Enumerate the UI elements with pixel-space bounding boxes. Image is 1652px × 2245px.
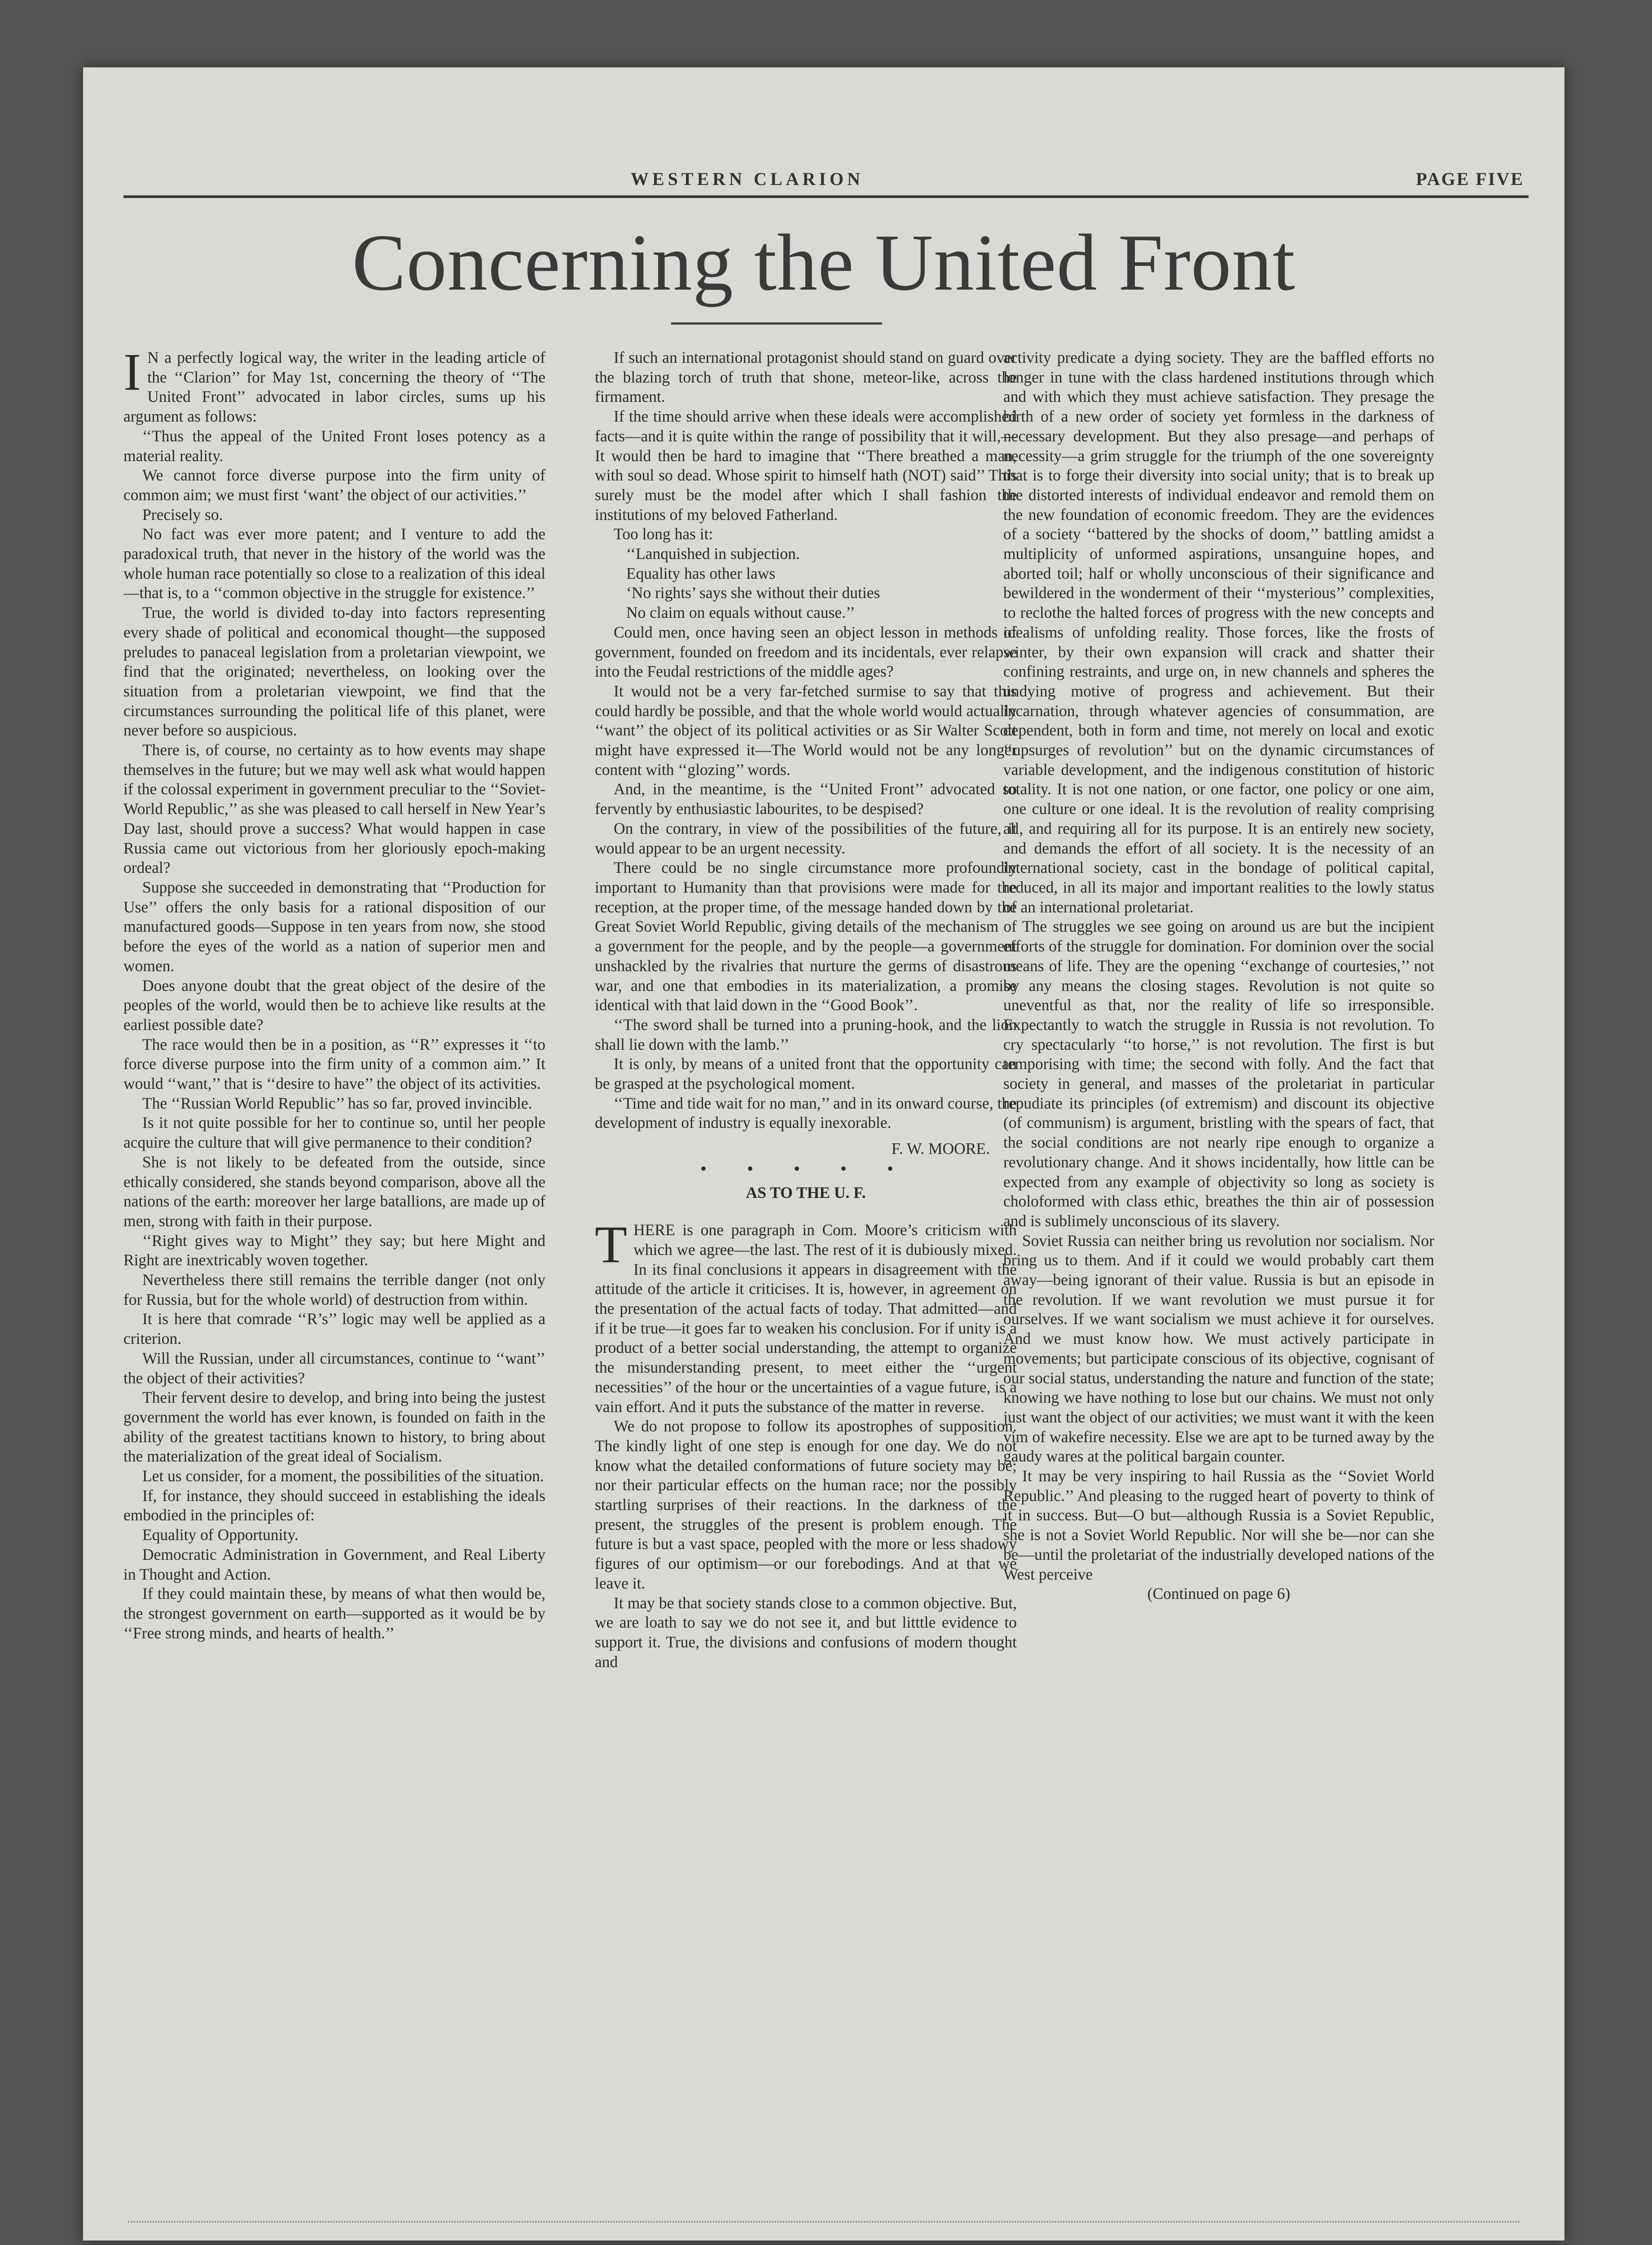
article-paragraph: Is it not quite possible for her to continue so, until her people acquire the culture that will give permanence to their condition? <box>123 1114 545 1152</box>
page-number: PAGE FIVE <box>1416 169 1524 189</box>
article-paragraph: Will the Russian, under all circumstances, continue to ‘‘want’’ the object of their activities? <box>123 1349 545 1387</box>
drop-cap: T <box>595 1215 628 1274</box>
article-headline: Concerning the United Front <box>352 218 1296 307</box>
article-paragraph: If they could maintain these, by means of what then would be, the strongest government on earth—supported as it would be by ‘‘Free strong minds, and hearts of health.’’ <box>123 1585 545 1642</box>
article-paragraph: No fact was ever more patent; and I venture to add the paradoxical truth, that never in the history of the world was the whole human race potentially so close to a realization of this ideal—that is, to a ‘‘common objective in the struggle for existence.’’ <box>123 525 545 602</box>
article-paragraph: Let us consider, for a moment, the possibilities of the situation. <box>142 1467 544 1485</box>
column-3 <box>1003 348 1434 1604</box>
article-paragraph: ‘‘The sword shall be turned into a pruning-hook, and the lion shall lie down with the lamb.’’ <box>595 1015 1017 1053</box>
article-paragraph: And, in the meantime, is the ‘‘United Front’’ advocated so fervently by enthusiastic labourites, to be despised? <box>595 780 1017 818</box>
reply-subheading: AS TO THE U. F. <box>746 1183 866 1202</box>
article-paragraph: We do not propose to follow its apostrophes of supposition. The kindly light of one step is enough for one day. We do not know what the detailed conformations of future society may be; nor their particular effects on the human race; nor the possibly startling surprises of their reactions. In the darkness of the present, the struggles of the present is problem enough. The future is but a vast space, peopled with the more or less shadowy figures of our optimism—or our forebodings. And at that we leave it. <box>595 1417 1017 1592</box>
newspaper-name: WESTERN CLARION <box>631 169 864 189</box>
article-paragraph: We cannot force diverse purpose into the firm unity of common aim; we must first ‘want’ the object of our activities.’’ <box>123 466 545 504</box>
section-separator: • • • • • <box>700 1158 912 1179</box>
article-paragraph: The ‘‘Russian World Republic’’ has so far, proved invincible. <box>142 1094 532 1112</box>
article-paragraph: Too long has it: <box>614 525 713 543</box>
article-paragraph: The struggles we see going on around us are but the incipient efforts of the struggle for domination. For dominion over the social means of life. They are the opening ‘‘exchange of courtesies,’’ not by any means the closing stages. Revolution is not quite so uneventful as that, nor the reality of life so irresponsible. Expectantly to watch the struggle in Russia is not revolution. To cry spectacularly ‘‘to horse,’’ is not revolution. The first is but temporising with time; the second with folly. And the fact that society in general, and masses of the proletariat in particular repudiate its principles (of extremism) and discount its objective (of communism) is argument, bristling with the spears of fact, that the social conditions are not nearly ripe enough to organize a revolutionary change. And it shows incidentally, how little can be expected from any example of objectivity so long as society is choloformed with class ethic, breathes the thin air of possession and is sublimely unconscious of its slavery. <box>1003 917 1434 1230</box>
article-paragraph: It would not be a very far-fetched surmise to say that this could hardly be possible, and that the whole world would actually ‘‘want’’ the object of its political activities or as Sir Walter Scott might have expressed it—The World would not be any longer content with ‘‘glozing’’ words. <box>595 682 1017 779</box>
article-paragraph: ‘‘Right gives way to Might’’ they say; but here Might and Right are inextricably woven together. <box>123 1231 545 1269</box>
poem-line: Equality has other laws <box>626 564 776 582</box>
article-paragraph: She is not likely to be defeated from the outside, since ethically considered, she stands beyond comparison, above all the nations of the earth: moreover her large batallions, are made up of men, strong with faith in their purpose. <box>123 1153 545 1230</box>
article-paragraph: activity predicate a dying society. They are the baffled efforts no longer in tune with the class hardened institutions through which and with which they must achieve satisfaction. They presage the birth of a new order of society yet formless in the darkness of necessary development. But they also presage—and perhaps of necessity—a grim struggle for the triumph of the one sovereignty that is to forge their diversity into social unity; that is to break up the distorted interests of individual endeavor and remold them on the new foundation of economic freedom. They are the evidences of a society ‘‘battered by the shocks of doom,’’ battling amidst a multiplicity of unformed aspirations, unsanguine hopes, and aborted toil; half or wholly unconscious of their significance and bewildered in the wonderment of their ‘‘mysterious’’ complexities, to reclothe the halted forces of progress with the new concepts and idealisms of unfolding reality. Those forces, like the frosts of winter, by their own expansion will crack and shatter their confining restraints, and urge on, in new channels and spheres the undying motive of progress and achievement. But their incarnation, through whatever agencies of consummation, are dependent, both in form and time, not merely on local and exotic ‘‘upsurges of revolution’’ but on the dynamic circumstances of variable development, and the indigenous constitution of historic totality. It is not one nation, or one factor, one policy or one aim, one culture or one ideal. It is the revolution of reality comprising all, and requiring all for its purpose. It is an entirely new society, and demands the effort of all society. It is the necessity of an international society, cast in the bondage of political capital, reduced, in all its major and important realities to the lowly status of an international proletariat. <box>1003 348 1434 916</box>
article-paragraph: True, the world is divided to-day into factors representing every shade of political and economical thought—the supposed preludes to panaceal legislation from a proletarian viewpoint, we find that the originated; nevertheless, on looking over the situation from a proletarian viewpoint, we find that the circumstances surrounding the political life of this planet, were never before so auspicious. <box>123 603 545 740</box>
article-paragraph: Precisely so. <box>142 505 223 524</box>
article-paragraph: On the contrary, in view of the possibilities of the future, it would appear to be an urgent necessity. <box>595 819 1017 857</box>
drop-cap: I <box>123 343 141 401</box>
page-header <box>123 168 1529 198</box>
article-paragraph: If, for instance, they should succeed in establishing the ideals embodied in the principles of: <box>123 1486 545 1524</box>
article-paragraph: Nevertheless there still remains the terrible danger (not only for Russia, but for the whole world) of destruction from within. <box>123 1271 545 1308</box>
article-paragraph: Does anyone doubt that the great object of the desire of the peoples of the world, would then be to achieve like results at the earliest possible date? <box>123 976 545 1034</box>
article-paragraph: Democratic Administration in Government, and Real Liberty in Thought and Action. <box>123 1545 545 1583</box>
article-paragraph: THERE is one paragraph in Com. Moore’s criticism with which we agree—the last. The rest of it is dubiously mixed. In its final conclusions it appears in disagreement with the attitude of the article it criticises. It is, however, in agreement on the presentation of the actual facts of today. That admitted—and if it be true—it goes far to weaken his conclusion. For if unity is a product of a better social understanding, the attempt to organize the misunderstanding present, to meet either the ‘‘urgent necessities’’ of the hour or the uncertainties of a vague future, is a vain effort. And it puts the substance of the matter in reverse. <box>595 1215 1017 1416</box>
article-paragraph: There could be no single circumstance more profoundly important to Humanity than that provisions were made for the reception, at the proper time, of the message handed down by the Great Soviet World Republic, giving details of the mechanism of a government for the people, and by the people—a government unshackled by the rivalries that nurture the germs of disastrous war, and one that embodies in its materialization, a promise identical with that laid down in the ‘‘Good Book’’. <box>595 858 1017 1014</box>
article-paragraph: ‘‘Thus the appeal of the United Front loses potency as a material reality. <box>123 427 545 465</box>
article-paragraph: It may be that society stands close to a common objective. But, we are loath to say we do not see it, and but litttle evidence to support it. True, the divisions and confusions of modern thought and <box>595 1594 1017 1671</box>
bottom-border <box>128 2221 1520 2223</box>
article-paragraph: If such an international protagonist should stand on guard over the blazing torch of truth that shone, meteor-like, across the firmament. <box>595 348 1017 406</box>
article-paragraph: Suppose she succeeded in demonstrating that ‘‘Production for Use’’ offers the only basis for a rational disposition of our manufactured goods—Suppose in ten years from now, she stood before the eyes of the world as a nation of superior men and women. <box>123 878 545 975</box>
article-paragraph: Equality of Opportunity. <box>142 1526 299 1544</box>
article-paragraph: ‘‘Time and tide wait for no man,’’ and in its onward course, the development of industry is equally inexorable. <box>595 1094 1017 1132</box>
article-paragraph: It may be very inspiring to hail Russia as the ‘‘Soviet World Republic.’’ And pleasing to the rugged heart of poverty to think of it in success. But—O but—although Russia is a Soviet Republic, she is not a Soviet World Republic. Nor will she be—nor can she be—until the proletariat of the industrially developed nations of the West perceive <box>1003 1467 1434 1583</box>
headline-rule <box>671 322 882 325</box>
article-paragraph: I N a perfectly logical way, the writer in the leading article of the ‘‘Clarion’’ for May 1st, concerning the theory of ‘‘The United Front’’ advocated in labor circles, sums up his argument as follows: <box>123 343 545 426</box>
article-paragraph: Soviet Russia can neither bring us revolution nor socialism. Nor bring us to them. And if it could we would probably cart them away—being ignorant of their value. Russia is but an episode in the revolution. If we want revolution we must pursue it for ourselves. If we want socialism we must achieve it for ourselves. And we must know how. We must actively participate in movements; but participate conscious of its objective, cognisant of our social status, understanding the nature and function of the state; knowing we have nothing to lose but our chains. We must not only just want the object of our activities; we must want it with the keen vim of wakefire necessity. Else we are apt to be turned away by the gaudy wares at the political bargain counter. <box>1003 1231 1434 1466</box>
article-paragraph: If the time should arrive when these ideals were accomplished facts—and it is quite within the range of possibility that it will,—It would then be hard to imagine that ‘‘There breathed a man, with soul so dead. Whose spirit to himself hath (NOT) said’’ This surely must be the model after which I shall fashion the institutions of my beloved Fatherland. <box>595 407 1017 524</box>
author-signature: F. W. MOORE. <box>891 1140 990 1158</box>
newspaper-page <box>83 67 1564 2241</box>
article-paragraph: It is here that comrade ‘‘R’s’’ logic may well be applied as a criterion. <box>123 1310 545 1348</box>
article-paragraph: It is only, by means of a united front that the opportunity can be grasped at the psychological moment. <box>595 1055 1017 1093</box>
column-1 <box>123 343 545 1643</box>
article-paragraph: There is, of course, no certainty as to how events may shape themselves in the future; but we may well ask what would happen if the colossal experiment in government preculiar to the ‘‘Soviet-World Republic,’’ as she was pleased to call herself in New Year’s Day last, should prove a success? What would happen in case Russia came out victorious from her gloriously epoch-making ordeal? <box>123 741 545 877</box>
article-paragraph: The race would then be in a position, as ‘‘R’’ expresses it ‘‘to force diverse purpose into the firm unity of a common aim.’’ It would ‘‘want,’’ that is ‘‘desire to have’’ the object of its activities. <box>123 1035 545 1093</box>
poem-line: ‘No rights’ says she without their duties <box>626 584 880 602</box>
article-paragraph: Their fervent desire to develop, and bring into being the justest government the world has ever known, is founded on faith in the ability of the greatest tactitians known to history, to bring about the materialization of the great ideal of Socialism. <box>123 1388 545 1466</box>
column-2 <box>595 348 1017 1672</box>
poem-line: ‘‘Lanquished in subjection. <box>626 545 800 563</box>
article-paragraph: Could men, once having seen an object lesson in methods of government, founded on freedom and its incidentals, ever relapse into the Feudal restrictions of the middle ages? <box>595 623 1017 681</box>
continued-notice: (Continued on page 6) <box>1147 1585 1291 1603</box>
poem-line: No claim on equals without cause.’’ <box>626 603 856 622</box>
